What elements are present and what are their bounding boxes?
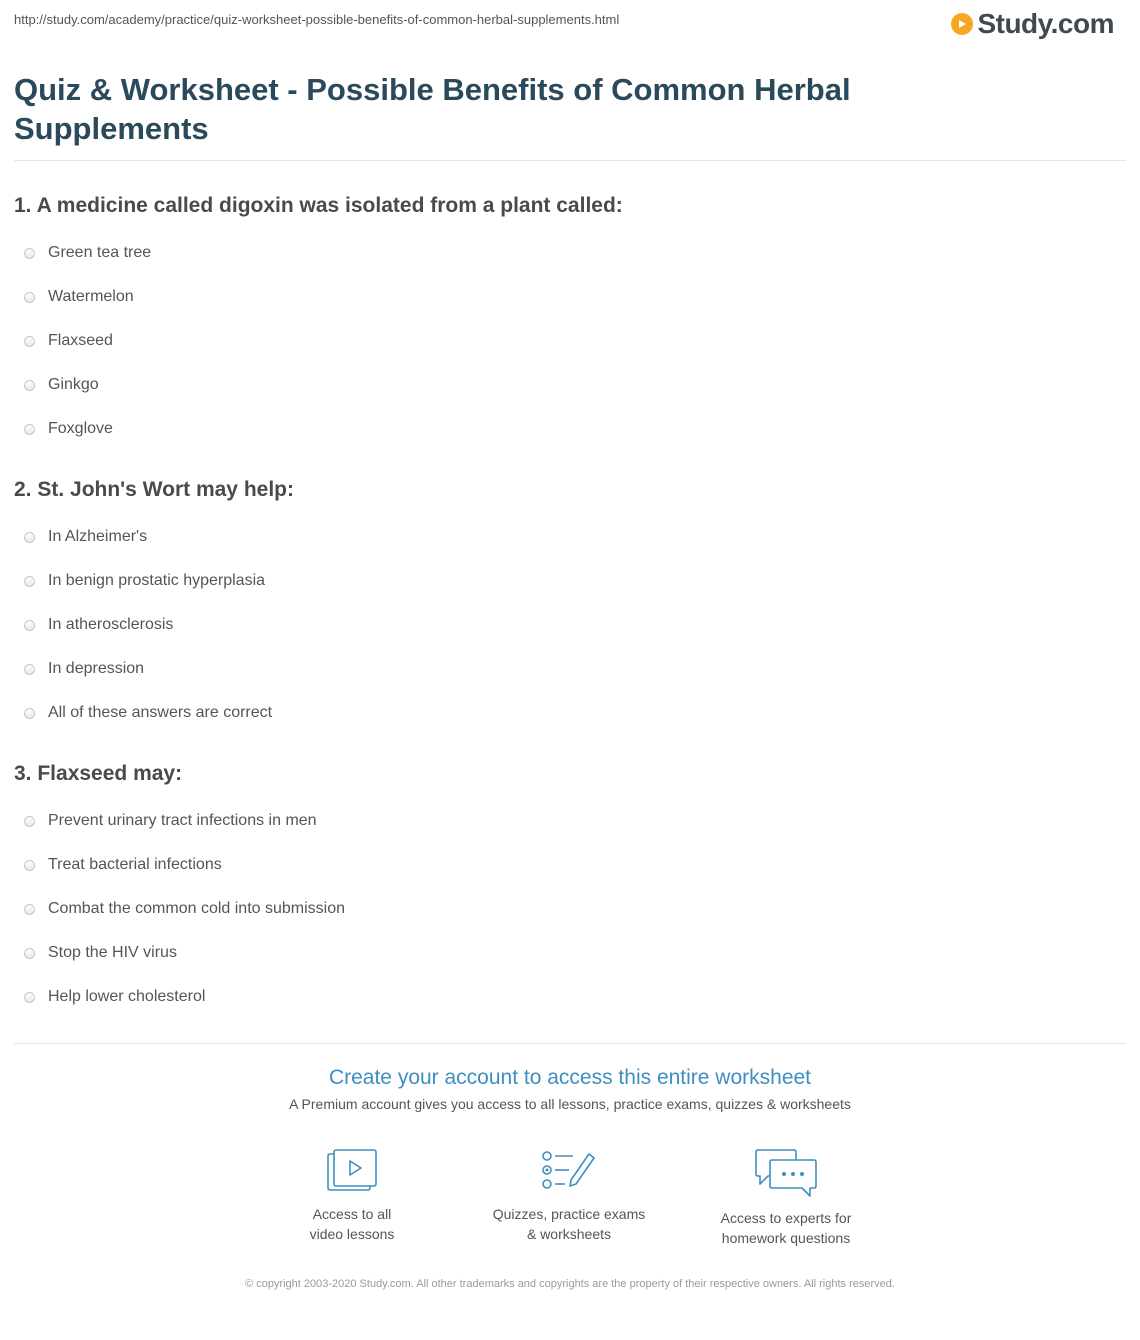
option-label: Foxglove (48, 420, 113, 437)
answer-option[interactable] (14, 278, 1114, 322)
radio-button[interactable] (24, 664, 35, 675)
page-url[interactable]: http://study.com/academy/practice/quiz-worksheet-possible-benefits-of-common-herbal-supplements.html (14, 12, 620, 27)
option-label: Treat bacterial infections (48, 856, 222, 873)
answer-option[interactable] (14, 846, 1114, 890)
question-2 (14, 475, 1114, 738)
answer-option[interactable] (14, 562, 1114, 606)
radio-button[interactable] (24, 708, 35, 719)
radio-button[interactable] (24, 532, 35, 543)
answer-option[interactable] (14, 606, 1114, 650)
radio-button[interactable] (24, 576, 35, 587)
question-text: 1. A medicine called digoxin was isolated from a plant called: (14, 194, 623, 217)
option-label: In depression (48, 660, 145, 677)
option-label: In Alzheimer's (48, 528, 148, 545)
answer-option[interactable] (14, 978, 1114, 1022)
option-label: All of these answers are correct (48, 704, 273, 721)
answer-option[interactable] (14, 410, 1114, 454)
study-logo[interactable] (951, 8, 1114, 40)
option-label: Prevent urinary tract infections in men (48, 812, 317, 829)
radio-button[interactable] (24, 292, 35, 303)
question-text: 3. Flaxseed may: (14, 762, 183, 785)
answer-option[interactable] (14, 890, 1114, 934)
answer-options (14, 802, 1114, 1022)
feature-experts (686, 1148, 886, 1248)
question-1 (14, 191, 1114, 454)
quiz-checklist-icon (541, 1148, 597, 1194)
radio-button[interactable] (24, 816, 35, 827)
radio-button[interactable] (24, 904, 35, 915)
option-label: Watermelon (48, 288, 134, 305)
browser-topbar (0, 0, 1140, 50)
answer-option[interactable] (14, 650, 1114, 694)
option-label: Green tea tree (48, 244, 152, 261)
cta-divider (14, 1043, 1126, 1044)
radio-button[interactable] (24, 620, 35, 631)
answer-option[interactable] (14, 234, 1114, 278)
logo-text: Study.com (977, 8, 1114, 39)
radio-button[interactable] (24, 424, 35, 435)
option-label: Flaxseed (48, 332, 113, 349)
radio-button[interactable] (24, 860, 35, 871)
feature-label: Quizzes, practice exams & worksheets (492, 1206, 646, 1242)
radio-button[interactable] (24, 948, 35, 959)
play-logo-icon (951, 13, 973, 35)
video-lesson-icon (326, 1148, 378, 1194)
page-title: Quiz & Worksheet - Possible Benefits of Common Herbal Supplements (14, 72, 851, 146)
answer-option[interactable] (14, 802, 1114, 846)
option-label: In atherosclerosis (48, 616, 174, 633)
copyright-footer: © copyright 2003-2020 Study.com. All other trademarks and copyrights are the property of their respective owners. All rights reserved. (245, 1278, 895, 1290)
answer-options (14, 234, 1114, 454)
cta-subheading: A Premium account gives you access to all lessons, practice exams, quizzes & worksheets (289, 1096, 851, 1112)
question-3 (14, 759, 1114, 1022)
feature-label: Access to all video lessons (309, 1206, 395, 1242)
radio-button[interactable] (24, 992, 35, 1003)
option-label: Stop the HIV virus (48, 944, 177, 961)
option-label: In benign prostatic hyperplasia (48, 572, 266, 589)
answer-option[interactable] (14, 934, 1114, 978)
option-label: Ginkgo (48, 376, 99, 393)
radio-button[interactable] (24, 336, 35, 347)
title-divider (14, 160, 1126, 161)
feature-quizzes (469, 1148, 669, 1244)
answer-option[interactable] (14, 694, 1114, 738)
chat-bubbles-icon (754, 1148, 818, 1198)
answer-options (14, 518, 1114, 738)
question-text: 2. St. John's Wort may help: (14, 478, 294, 501)
answer-option[interactable] (14, 366, 1114, 410)
radio-button[interactable] (24, 248, 35, 259)
create-account-link[interactable]: Create your account to access this entire worksheet (328, 1066, 812, 1089)
feature-label: Access to experts for homework questions (720, 1210, 852, 1246)
answer-option[interactable] (14, 518, 1114, 562)
answer-option[interactable] (14, 322, 1114, 366)
radio-button[interactable] (24, 380, 35, 391)
feature-video-lessons (252, 1148, 452, 1244)
option-label: Combat the common cold into submission (48, 900, 346, 917)
option-label: Help lower cholesterol (48, 988, 206, 1005)
